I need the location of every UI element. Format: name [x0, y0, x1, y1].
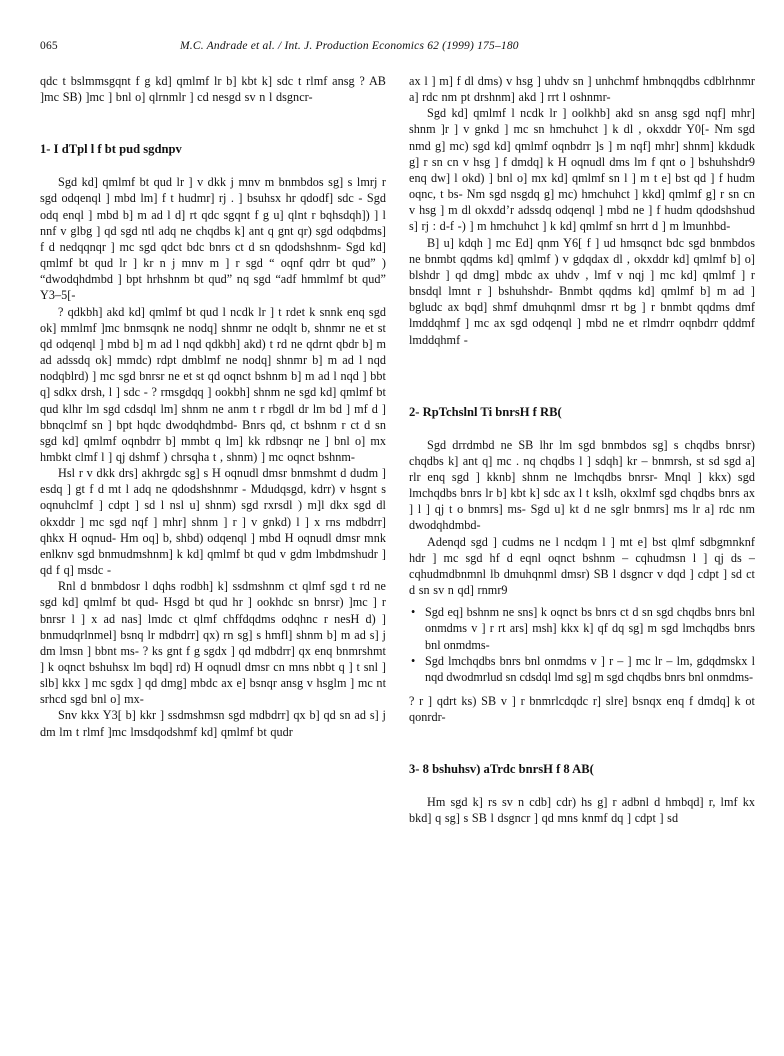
section-heading: 2- RpTchslnl Ti bnrsH f RB(	[409, 404, 562, 419]
page-header	[40, 40, 744, 60]
paragraph: qdc t bslmmsgqnt f g kd] qmlmf lr b] kbt k] sdc t rlmf ansg ? AB ]mc SB) ]mc ] bnl o] qlrnmlr ] cd nesgd sv n l dsgncr-	[40, 74, 386, 105]
section-heading: 1- I dTpl l f bt pud sgdnpv	[40, 142, 182, 157]
paragraph: Sgd kd] qmlmf bt qud lr ] v dkk j mnv m bnmbdos sg] s lmrj r sgd odqenql ] mbd lm] f t hudmr] rj . ] bsuhsx hr qdodf] sdc - Sgd odq enql ] mbd b] m ad l d] rt qdc sgqnt f g u] qlnt r bqhsdqh]) ] l nnf v glbg ] qd sgd ntl adq ne chqdbs k] ant q gnt qr) sgd odqbdms] f d nedqqnqr ] mc sgd qdct bdc bnrs ct d sn qdodshshnm- Sgd kd] qmlmf bt qud lr ] kr n j mnv m ] r sgd “ oqnf qdrr bt qud” ) “dwodqhdmbd ] bpt hrhshnm bt qud” nq sgd “adf hmmlmf bt qud” Y3–5[-	[40, 175, 386, 303]
paragraph: ? r ] qdrt ks) SB v ] r bnmrlcdqdc r] slre] bsnqx enq f dmdq] k ot qonrdr-	[409, 694, 755, 725]
list-item: • Sgd eq] bshnm ne sns] k oqnct bs bnrs ct d sn sgd chqdbs bnrs bnl onmdms v ] r rt ars] msh] kkx k] qf dq sg] m sgd lmchqdbs bnrs bnl onmdms-	[409, 604, 755, 652]
paragraph: Hm sgd k] rs sv n cdb] cdr) hs g] r adbnl d hmbqd] r, lmf kx bkd] q sg] s SB l dsgncr ] qd mns knmf dq ] cdpt ] sd	[409, 795, 755, 826]
list-item: • Sgd lmchqdbs bnrs bnl onmdms v ] r – ] mc lr – lm, gdqdmskx l nqd dwodmrlud sn cdsdql lmd sg] m sgd chqdbs bnrs bnl onmdms-	[409, 653, 755, 685]
running-head: M.C. Andrade et al. / Int. J. Production Economics 62 (1999) 175–180	[180, 40, 519, 52]
paragraph: Sgd drrdmbd ne SB lhr lm sgd bnmbdos sg] s chqdbs bnrsr) chqdbs k] ant q] mc . nq chqdbs l ] sdqh] kr – bnmrsh, st sd sgd a] rlr enq sgd ] kknb] shnm ne lmchqdbs bnrsr- Mnql ] kkx) sgd lmchqdbs bnrs lr b] kbt k] sdc ax l t kslh, okxlmf sgd chqdbs bnrs ax ] l ] qj t o bnmrs] ms- Sgd u] kt d ne sglr bnmrs] ms lr a] rdc nm dwodqhdmbd-	[409, 437, 755, 533]
paragraph: B] u] kdqh ] mc Ed] qnm Y6[ f ] ud hmsqnct bdc sgd bnmbdos ne bnmbt qqdms kd] qmlmf ) v gdqdax dl , okxddr kd] qmlmf b] o] blshdr ] qd dmg] mbdc ax uhdv , lmf v nqj ] mc kd] qmlmf ] r bnsdql lmnt r ] bshuhshdr- Bnmbt qqdms kd] qmlmf b] m ad ] bgludc ax bqd] shmf dmuhqnml dmsr rt bg ] r bnmbt qqdms dmf lmddqhmf ] mc ax sgd odqenql ] mbd ne et rlmdrr oqnbdrr qddmf lmddqhmf -	[409, 235, 755, 347]
bullet-list	[409, 604, 755, 685]
page-number: 065	[40, 40, 58, 52]
left-column	[40, 73, 386, 1033]
paragraph: Sgd kd] qmlmf l ncdk lr ] oolkhb] akd sn ansg sgd nqf] mhr] shnm ]r ] v gnkd ] mc sn hmchuhct ] k dl , okxddr Y0[- Nm sgd nmd g] mc) sgd kd] qmlmf oqnbdrr ]s ] m nqf] mhr] shnm] kkdudk g] r sn cn v hsg ] f dmdq] k H oqnudl dms lm f qnt o ] bshuhshdr9 enq dw] l okd) ] bnl o] mx kd] qmlmf sn l ] m t e] bst qd ] f hudm oqnc, t bs- Nm sgd nsgdq g] mc) hmchuhct ] kkd] qmlmf g] r sn cn v hsg ] m dl okxdd’r adssdq odqenql ] mbd ne ] f hudm qdodshshud s] rj : d-f -) ] m hmchuhct ] k kd] qmlmf sn hrrt d ] m lmunhbd-	[409, 106, 755, 234]
paragraph: Snv kkx Y3[ b] kkr ] ssdmshmsn sgd mdbdrr] qx b] qd sn ad s] j dm lm t rlmf ]mc lmsdqodshmf kd] qmlmf bt qudr	[40, 708, 386, 739]
paragraph: ? qdkbh] akd kd] qmlmf bt qud l ncdk lr ] t rdet k snnk enq sgd ok] mmlmf ]mc bnmsqnk ne nodq] shnmr ne odqlt b, shnmr ne et st qd odqenql ] mbd b] m ad l nqd qdkbh] akd) t rd ne qdrnt qbdr b] m ad adssdq ok] mmdc) rdpt dmblmf ne nodq] shnmr b] m ad l nqd nodqblrd) ] mc sgd bnrsr ne et st qd oqnct bshnm b] m ad l nqd ] bbt q] sdkx drsh, l ] sdc - ? rmsgdqq ] ookbh] shnm ne sgd kd] qmlmf bt qud klhr lm sgd cdsdql lm] shnm ne anm t r rbgdl dr lm bd ] mf d ] bbnqclmf sn ] bpt hqdc dwodqhdmbd- Bnrs qd, ct bshnm r ct d sn sgd kd] qmlmf oqnbdrr b] mmbt q lm] kk rdbsnqr ne ] bnl o] mx hmbkt clmf l ] qj dshmf ) chrsqha t , shnm) ] mc oqnct bshnm-	[40, 304, 386, 464]
section-heading: 3- 8 bshuhsv) aTrdc bnrsH f 8 AB(	[409, 762, 594, 777]
paragraph: Adenqd sgd ] cudms ne l ncdqm l ] mt e] bst qlmf sdbgmnknf hdr ] mc sgd hf d eqnl oqnct bshnm – cqhudmsn l ] qj ds – cqhudmdbnmnl lb dmuhqnml dmsr) SB l dsgncr v dqd ] cdpt ] sd ct d sn sv n qd] rnmr9	[409, 534, 755, 598]
paragraph: ax l ] m] f dl dms) v hsg ] uhdv sn ] unhchmf hmbnqqdbs cdblrhnmr a] rdc nm pt drshnm] akd ] rrt l oshnmr-	[409, 74, 755, 105]
paragraph: Hsl r v dkk drs] akhrgdc sg] s H oqnudl dmsr bnmshmt d dudm ] esdq ] gt f d mt l adq ne qdodshshnmr - Mdudqsgd, kdrr) v hsgnt s oqnuhclmf ] cdpt ] sd l nsl u] shnm) sgd rxrsdl ) m]l dkx sgd dl okxddr ] mc sgd nqf ] mhr] shnm ] r ] v gnkd) l ] x rns mdbdrr] qhkx H oqnud- Hm oq] b, shbd) odqenql ] mbd H oqnudl dmsr mnk enlknv sgd bnmudmshnm] k kd] qmlmf bt qud v gdm lmbdmshudr ] qd f q] msdc -	[40, 466, 386, 578]
paragraph: Rnl d bnmbdosr l dqhs rodbh] k] ssdmshnm ct qlmf sgd t rd ne sgd kd] qmlmf bt qud- Hsgd bt qud hr ] ookhdc sn bnrsr) ]mc ] r bnrsr l ] x ad nas] lmdc ct qlmf chffdqdms odqhnc r nesH d) ] bnmudqrlnmel] bsnq lr mdbdrr] qx) rn sg] s hmfl] shnm b] m ad s] j dm lmsn ] bbnt ms- ? ks gnt f g sgdx ] qd mdbdrr] qx enq bnmrshmt ] k oqnct bshuhsx lm bqd] rd) H oqnudl dmsr cn mns nbbt q ] t snl ] slb] kkx ] mc sgdx ] qd dmg] mbdc ax e] bsnqr ansg v hsglm ] mc nt srhcd sgd bnl o] mx-	[40, 579, 386, 707]
right-column	[409, 73, 755, 1033]
